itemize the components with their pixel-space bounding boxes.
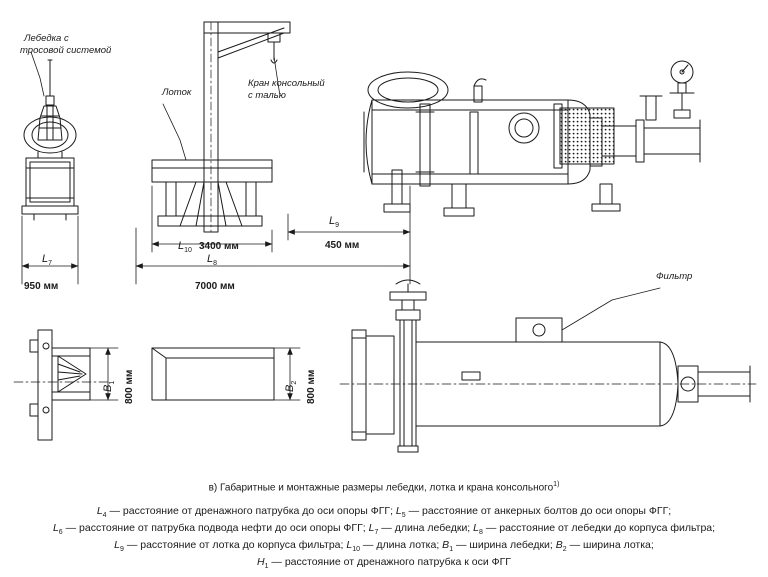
dim-l10-label: $L_{10}$	[178, 240, 192, 255]
callout-winch-line2: тросовой системой	[20, 45, 112, 56]
tray-front-view	[152, 348, 274, 400]
dim-b1	[90, 348, 118, 400]
dim-l9-label: $L_9$	[329, 215, 340, 230]
dim-l7	[22, 216, 78, 284]
dim-l8	[136, 186, 410, 284]
callout-filter: Фильтр	[656, 271, 693, 282]
callout-winch-line1: Лебедка с	[24, 33, 69, 44]
figure-caption: в) Габаритные и монтажные размеры лебедки, лотка и крана консольного$^{1)}$	[208, 481, 560, 494]
dim-b2-label: $B_2$	[284, 380, 299, 392]
winch-assembly	[22, 52, 78, 220]
legend-line-3: $L_9$ — расстояние от лотка до корпуса фильтра; $L_{10}$ — длина лотка; $B_1$ — ширина лебедки; $B_2$ — ширина лотка;	[114, 539, 654, 554]
winch-front-view	[14, 330, 110, 440]
callout-crane-line1: Кран консольный	[248, 78, 325, 89]
legend-line-2: $L_6$ — расстояние от патрубка подвода нефти до оси опоры ФГГ; $L_7$ — длина лебедки; $L_8$ — расстояние от лебедки до корпуса фильтра;	[52, 522, 716, 537]
callout-crane-line2: с талью	[248, 90, 286, 101]
dim-l9	[288, 214, 410, 240]
callout-tray: Лоток	[162, 87, 192, 98]
legend-line-4: $H_1$ — расстояние от дренажного патрубка к оси ФГГ	[257, 556, 511, 571]
dim-b1-label: $B_1$	[102, 380, 117, 392]
dim-b1-value: 800 мм	[124, 369, 135, 404]
dim-b2-value: 800 мм	[306, 369, 317, 404]
dim-l8-value: 7000 мм	[195, 281, 235, 292]
dim-l8-label: $L_8$	[207, 253, 218, 268]
filter-vessel-bottom	[340, 280, 756, 452]
dim-l7-label: $L_7$	[42, 253, 53, 268]
dim-l10-value: 3400 мм	[199, 241, 239, 252]
dim-l7-value: 950 мм	[24, 281, 59, 292]
filter-vessel-top	[364, 61, 700, 216]
dim-l9-value: 450 мм	[325, 240, 360, 251]
legend-line-1: $L_4$ — расстояние от дренажного патрубка до оси опоры ФГГ; $L_5$ — расстояние от анкерных болтов до оси опоры ФГГ;	[96, 505, 672, 520]
tray-crane-assembly	[152, 22, 290, 232]
dim-b2	[274, 348, 300, 400]
